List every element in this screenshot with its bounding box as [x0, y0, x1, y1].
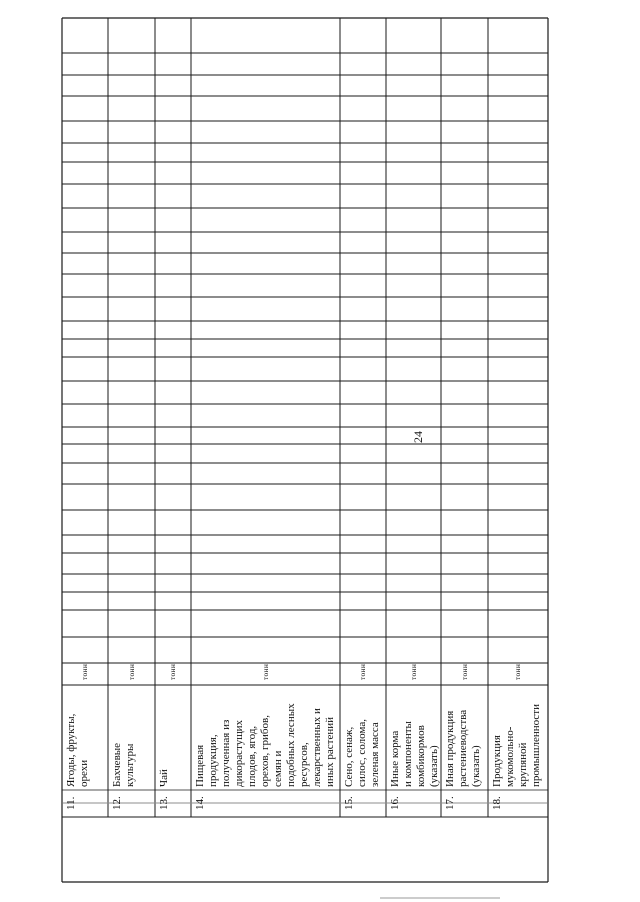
- unit-label: тонн: [168, 663, 177, 680]
- row-number: 13.: [158, 796, 170, 810]
- row-name-line: полученная из: [220, 719, 232, 787]
- row-name-line: лекарственных и: [311, 708, 323, 787]
- row-name-line: продукция,: [207, 734, 219, 787]
- row-name-line: плодов, ягод,: [246, 725, 258, 787]
- row-name-line: промышленности: [530, 704, 542, 787]
- row-name-line: зеленая масса: [369, 722, 381, 787]
- row-name-line: орехи: [78, 759, 90, 787]
- row-number: 17.: [444, 796, 456, 810]
- row-name-line: (указать): [428, 745, 440, 787]
- scan-edge-mark: [380, 897, 500, 899]
- row-number: 18.: [491, 796, 503, 810]
- row-name-line: ресурсов,: [298, 742, 310, 787]
- row-name-line: Иные корма: [389, 730, 401, 787]
- page-number: 24: [411, 431, 425, 443]
- row-name-line: подобных лесных: [285, 703, 297, 787]
- row-name-line: Продукция: [491, 735, 503, 787]
- row-name-line: (указать): [470, 745, 482, 787]
- row-name-line: мукомольно-: [504, 726, 516, 787]
- row-number: 14.: [194, 796, 206, 810]
- unit-label: тонн: [261, 663, 270, 680]
- unit-label: тонн: [127, 663, 136, 680]
- row-name-line: Чай: [158, 769, 170, 787]
- row-number: 15.: [343, 796, 355, 810]
- row-name-line: Пищевая: [194, 744, 206, 787]
- row-number: 16.: [389, 796, 401, 810]
- row-name-line: иных растений: [324, 716, 336, 787]
- row-name-line: семян и: [272, 750, 284, 787]
- row-name-line: дикорастущих: [233, 719, 245, 787]
- unit-label: тонн: [358, 663, 367, 680]
- unit-label: тонн: [460, 663, 469, 680]
- row-name-line: Ягоды, фрукты,: [65, 713, 77, 787]
- row-name-line: растениеводства: [457, 709, 469, 787]
- row-name-line: Сено, сенаж,: [343, 726, 355, 787]
- row-name-line: крупяной: [517, 742, 529, 787]
- row-name-line: комбикормов: [415, 725, 427, 787]
- row-name-line: Иная продукция: [444, 710, 456, 787]
- row-name-line: и компоненты: [402, 721, 414, 787]
- unit-label: тонн: [513, 663, 522, 680]
- row-name-line: Бахчевые: [111, 742, 123, 787]
- unit-label: тонн: [409, 663, 418, 680]
- row-name-line: силос, солома,: [356, 719, 368, 787]
- row-number: 12.: [111, 796, 123, 810]
- row-name-line: культуры: [124, 743, 136, 787]
- row-name-line: орехов, грибов,: [259, 715, 271, 787]
- unit-label: тонн: [80, 663, 89, 680]
- row-number: 11.: [65, 796, 77, 810]
